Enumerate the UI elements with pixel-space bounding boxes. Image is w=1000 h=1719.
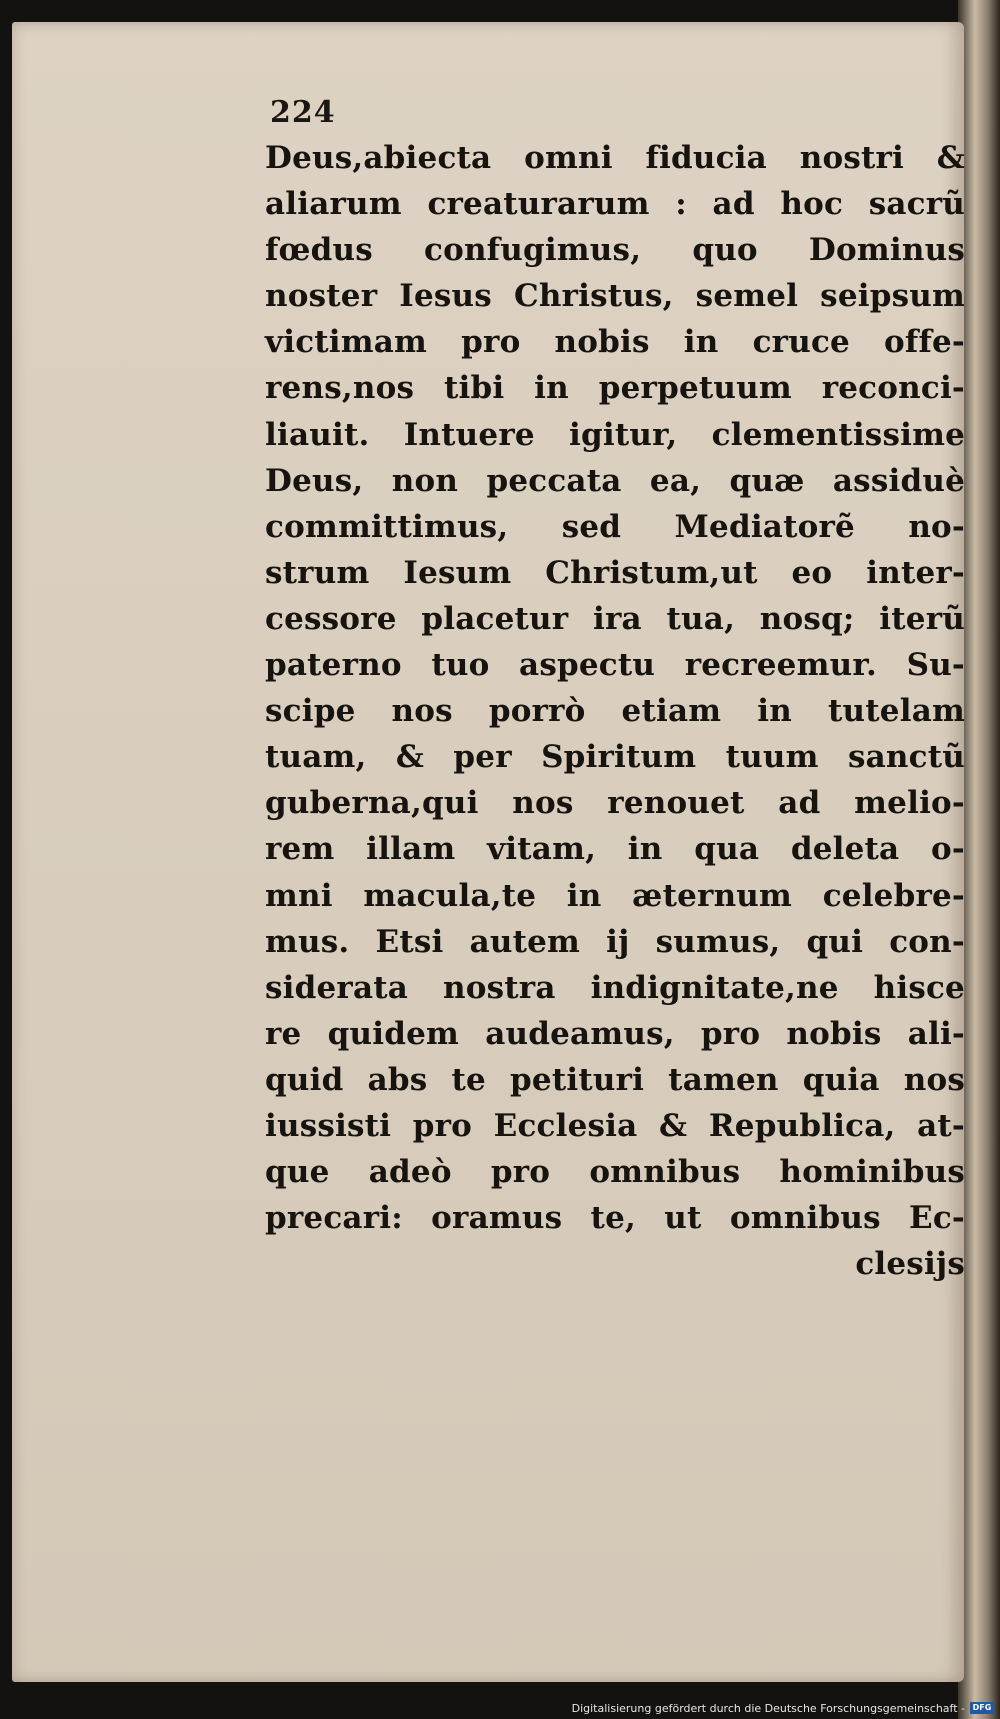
text-line: strum Iesum Christum,ut eo inter-	[265, 554, 965, 591]
text-line: liauit. Intuere igitur, clementissime	[265, 416, 965, 453]
text-line: siderata nostra indignitate,ne hisce	[265, 969, 965, 1006]
text-line: guberna,qui nos renouet ad melio-	[265, 785, 965, 822]
text-line: victimam pro nobis in cruce offe-	[265, 324, 965, 361]
text-line: noster Iesus Christus, semel seipsum	[265, 278, 965, 315]
text-line: fœdus confugimus, quo Dominus	[265, 232, 965, 269]
text-line: clesijs	[855, 1246, 965, 1283]
text-line: mus. Etsi autem ij sumus, qui con-	[265, 923, 965, 960]
text-line: quid abs te petituri tamen quia nos	[265, 1061, 965, 1098]
text-line: que adeò pro omnibus hominibus	[265, 1154, 965, 1191]
text-line: Deus, non peccata ea, quæ assiduè	[265, 462, 965, 499]
text-line: rens,nos tibi in perpetuum reconci-	[265, 370, 965, 407]
text-line: paterno tuo aspectu recreemur. Su-	[265, 647, 965, 684]
text-line: aliarum creaturarum : ad hoc sacrũ	[265, 186, 965, 223]
text-line: tuam, & per Spiritum tuum sanctũ	[265, 739, 965, 776]
page-number: 224	[270, 95, 336, 130]
text-line: precari: oramus te, ut omnibus Ec-	[265, 1200, 965, 1237]
text-line: committimus, sed Mediatorẽ no-	[265, 508, 965, 545]
footer-credit: Digitalisierung gefördert durch die Deutsche Forschungsgemeinschaft -	[571, 1701, 965, 1715]
text-line: Deus,abiecta omni fiducia nostri &	[265, 140, 965, 176]
digitization-footer	[572, 1700, 994, 1716]
text-line: iussisti pro Ecclesia & Republica, at-	[265, 1107, 965, 1144]
text-line: re quidem audeamus, pro nobis ali-	[265, 1015, 965, 1052]
text-line: cessore placetur ira tua, nosq; iterũ	[265, 600, 965, 637]
page-text	[265, 135, 965, 1287]
dfg-logo: DFG	[970, 1702, 994, 1714]
text-line: scipe nos porrò etiam in tutelam	[265, 693, 965, 730]
text-line: rem illam vitam, in qua deleta o-	[265, 831, 965, 868]
text-line: mni macula,te in æternum celebre-	[265, 877, 965, 914]
